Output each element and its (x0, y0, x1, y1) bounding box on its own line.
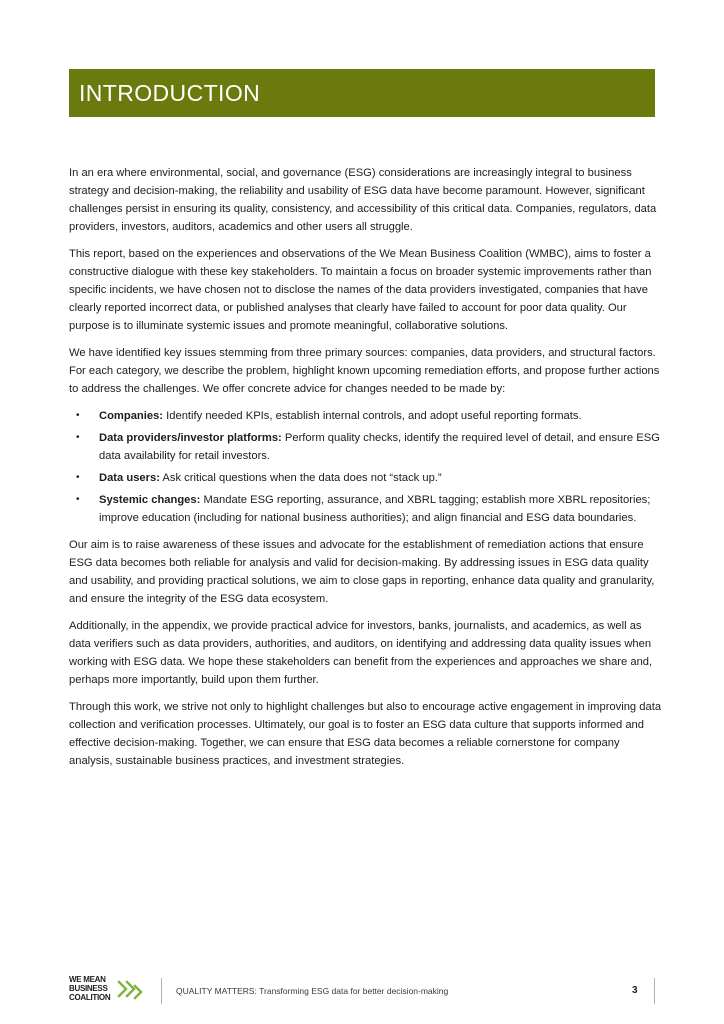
paragraph-3: We have identified key issues stemming from three primary sources: companies, data providers, and structural factors. For each category, we describe the problem, highlight known upcoming remediation efforts, and propose further actions to address the challenges. We offer concrete advice for changes needed to be made by: (69, 347, 660, 395)
list-item (69, 469, 665, 487)
footer-title: QUALITY MATTERS: Transforming ESG data for better decision-making (176, 986, 449, 996)
paragraph-5: Additionally, in the appendix, we provide practical advice for investors, banks, journalists, and academics, as well as data verifiers such as data providers, authorities, and auditors, on identifying and addressing data quality issues when working with ESG data. We hope these stakeholders can benefit from the experiences and approaches we share and, perhaps more importantly, build upon them further. (69, 620, 653, 686)
body-text (69, 164, 665, 779)
paragraph-6: Through this work, we strive not only to highlight challenges but also to encourage active engagement in improving data collection and verification processes. Ultimately, our goal is to foster an ESG data culture that supports informed and effective decision-making. Together, we can ensure that ESG data becomes a reliable cornerstone for company analysis, sustainable business practices, and investment strategies. (69, 701, 662, 767)
list-item-text: Mandate ESG reporting, assurance, and XBRL tagging; establish more XBRL repositories; improve education (including for national business authorities); and align financial and ESG data boundaries. (99, 494, 651, 524)
paragraph-2: This report, based on the experiences and observations of the We Mean Business Coalition (WMBC), aims to foster a constructive dialogue with these key stakeholders. To maintain a focus on broader systemic improvements rather than specific incidents, we have chosen not to disclose the names of the data providers investigated, companies that have clearly reported incorrect data, or published analyses that clearly have failed to account for poor data quality. Our purpose is to illuminate systemic issues and promote meaningful, collaborative solutions. (69, 248, 652, 332)
wmb-logo (69, 975, 149, 1009)
list-item-text: Ask critical questions when the data does not “stack up.” (159, 472, 442, 484)
list-item (69, 429, 665, 465)
list-item (69, 407, 665, 425)
list-item (69, 491, 665, 527)
footer-divider (161, 978, 162, 1004)
logo-wordmark (69, 975, 110, 1002)
logo-line-3: COALITION (69, 993, 111, 1002)
list-item-text: Perform quality checks, identify the required level of detail, and ensure ESG data availability for retail investors. (99, 432, 660, 462)
list-item-term: Companies: (99, 410, 164, 422)
list-item-term: Data providers/investor platforms: (99, 432, 282, 444)
footer-divider-right (654, 978, 655, 1004)
list-item-term: Data users: (99, 472, 160, 484)
section-header-banner (69, 69, 655, 117)
logo-line-1: WE MEAN (69, 975, 106, 984)
section-title: INTRODUCTION (79, 79, 261, 106)
paragraph-1: In an era where environmental, social, and governance (ESG) considerations are increasingly integral to business strategy and decision-making, the reliability and usability of ESG data have become paramount. However, significant challenges persist in ensuring its quality, consistency, and accessibility of this critical data. Companies, regulators, data providers, investors, auditors, academics and other users all struggle. (69, 167, 657, 233)
logo-line-2: BUSINESS (69, 984, 108, 993)
paragraph-4: Our aim is to raise awareness of these issues and advocate for the establishment of remediation actions that ensure ESG data becomes both reliable for analysis and valid for decision-making. By addressing issues in ESG data quality and usability, and providing practical solutions, we aim to close gaps in reporting, enhance data quality and granularity, and ensure the integrity of the ESG data ecosystem. (69, 539, 655, 605)
chevrons-icon (115, 979, 145, 1003)
page-number: 3 (632, 985, 638, 996)
list-item-text: Identify needed KPIs, establish internal controls, and adopt useful reporting formats. (163, 410, 582, 422)
list-item-term: Systemic changes: (99, 494, 201, 506)
stakeholder-list (69, 407, 665, 527)
